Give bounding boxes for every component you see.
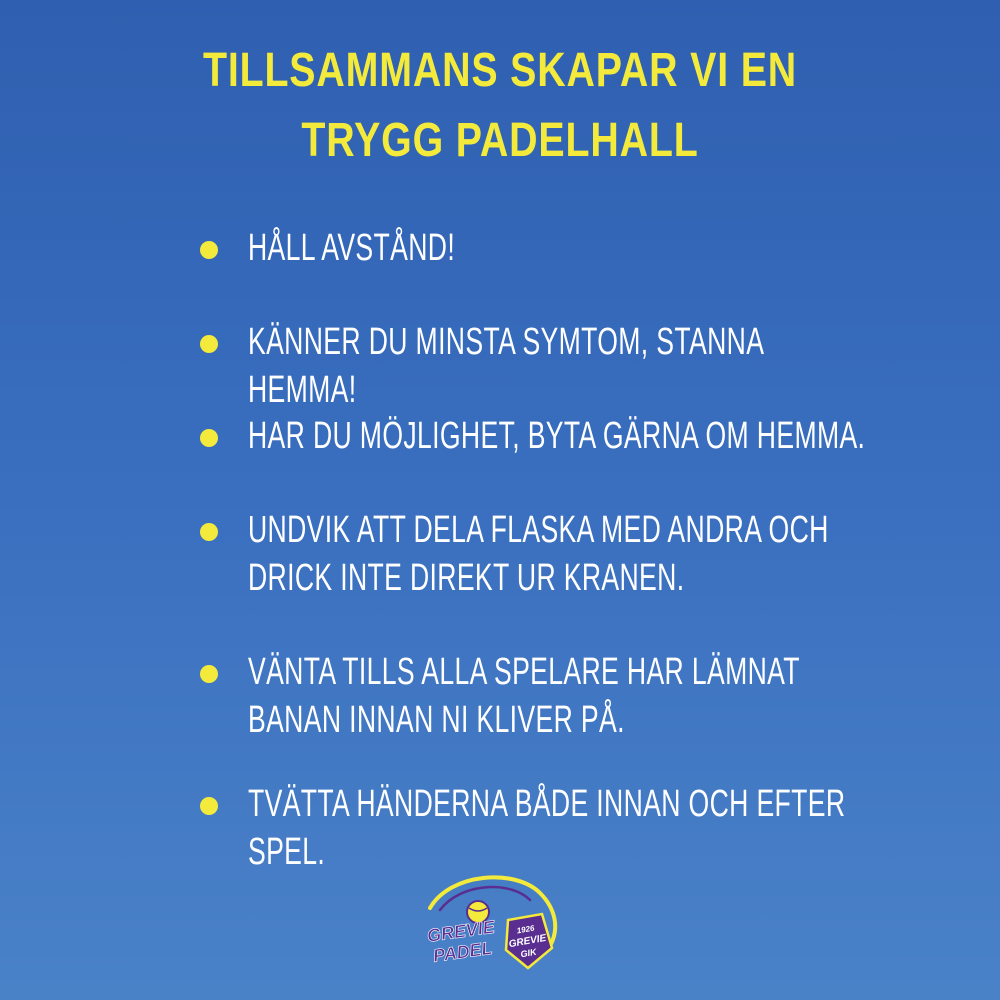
title-line-1: TILLSAMMANS SKAPAR VI EN (202, 44, 798, 97)
bullet-icon (200, 797, 218, 815)
badge-name: GREVIE (507, 932, 548, 951)
rule-text: UNDVIK ATT DELA FLASKA MED ANDRA OCH DRICK INTE DIREKT UR KRANEN. (248, 509, 829, 599)
bullet-icon (200, 241, 218, 259)
bullet-icon (200, 335, 218, 353)
rule-text: KÄNNER DU MINSTA SYMTOM, STANNA HEMMA! (248, 321, 763, 411)
badge-year: 1926 (516, 923, 536, 936)
rule-text: HAR DU MÖJLIGHET, BYTA GÄRNA OM HEMMA. (248, 415, 866, 457)
bullet-icon (200, 665, 218, 683)
bullet-icon (200, 429, 218, 447)
logo-word-padel: PADEL (431, 937, 494, 966)
bullet-icon (200, 523, 218, 541)
rule-text: VÄNTA TILLS ALLA SPELARE HAR LÄMNAT BANAN INNAN NI KLIVER PÅ. (248, 651, 800, 741)
page-title (90, 36, 910, 176)
badge-club: GIK (519, 946, 538, 960)
rule-text: TVÄTTA HÄNDERNA BÅDE INNAN OCH EFTER SPEL. (248, 783, 846, 873)
logo-graphic (420, 868, 580, 978)
rule-text: HÅLL AVSTÅND! (248, 227, 456, 269)
title-line-2: TRYGG PADELHALL (301, 114, 699, 167)
grevie-padel-logo (420, 868, 580, 978)
logo-word-grevie: GREVIE (425, 916, 496, 946)
